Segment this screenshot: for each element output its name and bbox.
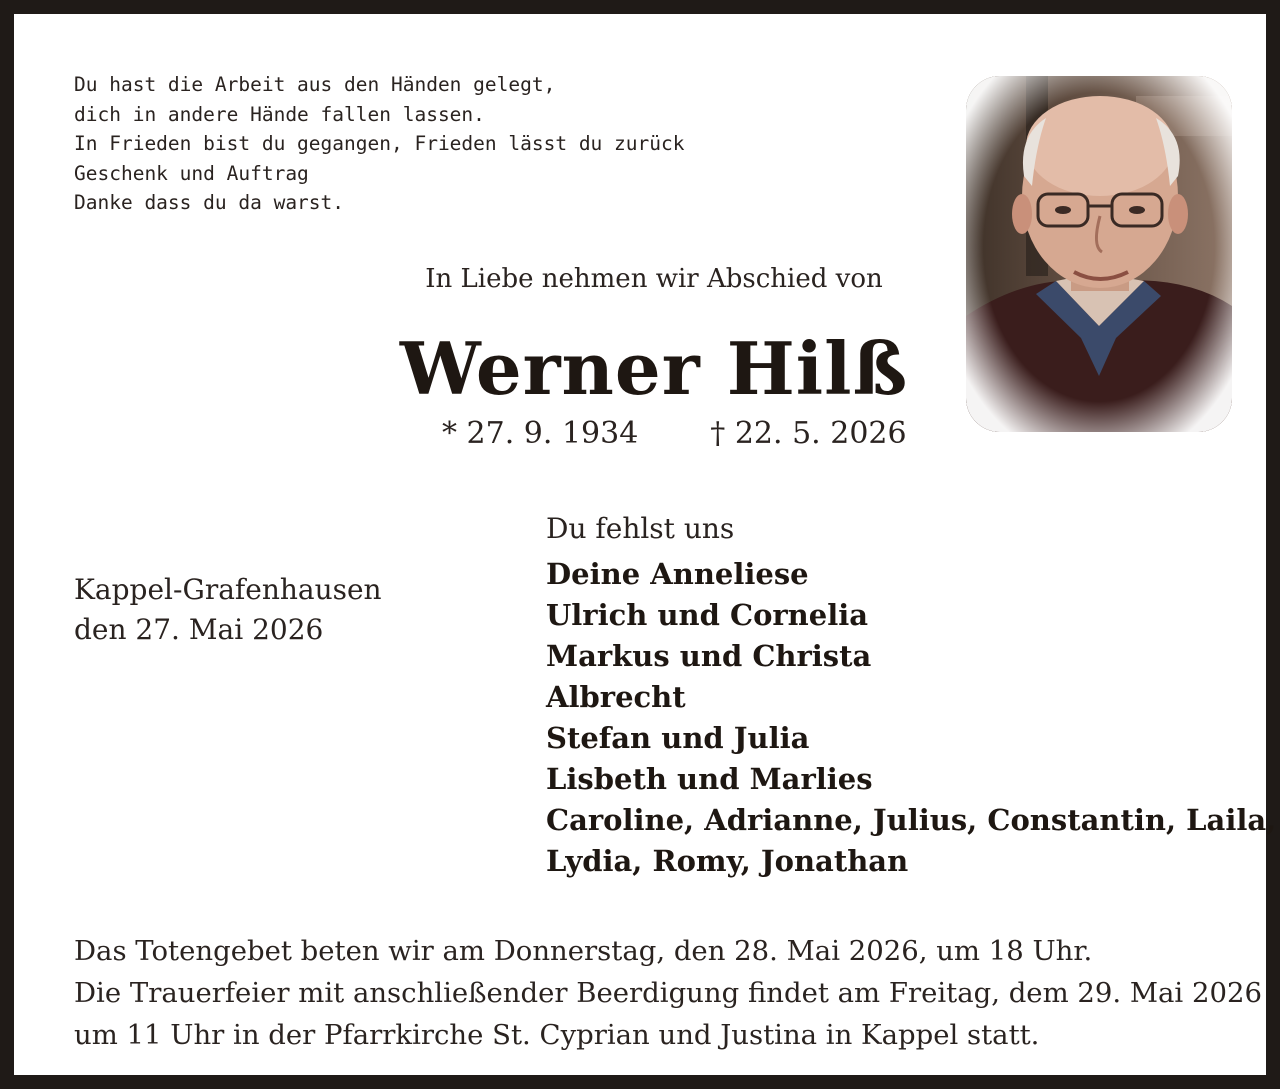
poem-line: Du hast die Arbeit aus den Händen gelegt, (74, 73, 556, 96)
mourner-line: Markus und Christa (546, 639, 872, 673)
life-dates (442, 416, 907, 451)
mourners-heading: Du fehlst uns (546, 512, 735, 545)
footer-line: Die Trauerfeier mit anschließender Beerdigung findet am Freitag, dem 29. Mai 2026 (74, 977, 1262, 1009)
mourners-list (546, 554, 1276, 882)
mourner-line: Stefan und Julia (546, 721, 810, 755)
mourner-line: Lydia, Romy, Jonathan (546, 844, 909, 878)
mourner-line: Albrecht (546, 680, 686, 714)
poem-line: In Frieden bist du gegangen, Frieden lässt du zurück (74, 132, 685, 155)
poem-line: Danke dass du da warst. (74, 191, 345, 214)
mourner-line: Deine Anneliese (546, 557, 809, 591)
notice-date: den 27. Mai 2026 (74, 613, 324, 646)
mourner-line: Lisbeth und Marlies (546, 762, 873, 796)
footer-line: um 11 Uhr in der Pfarrkirche St. Cyprian und Justina in Kappel statt. (74, 1019, 1040, 1051)
mourner-line: Ulrich und Cornelia (546, 598, 869, 632)
portrait-illustration (966, 76, 1232, 432)
mourner-line: Caroline, Adrianne, Julius, Constantin, Laila, (546, 803, 1277, 837)
poem-line: Geschenk und Auftrag (74, 161, 309, 185)
poem (74, 70, 684, 218)
service-details (74, 930, 1262, 1056)
town: Kappel-Grafenhausen (74, 573, 382, 606)
intro-line: In Liebe nehmen wir Abschied von (425, 264, 883, 294)
footer-line: Das Totengebet beten wir am Donnerstag, den 28. Mai 2026, um 18 Uhr. (74, 935, 1093, 967)
deceased-name: Werner Hilß (399, 326, 909, 411)
death-date: † 22. 5. 2026 (710, 416, 907, 451)
poem-line: dich in andere Hände fallen lassen. (74, 102, 485, 126)
place-and-date (74, 570, 382, 650)
portrait-photo (966, 76, 1232, 432)
birth-date: * 27. 9. 1934 (442, 416, 639, 451)
